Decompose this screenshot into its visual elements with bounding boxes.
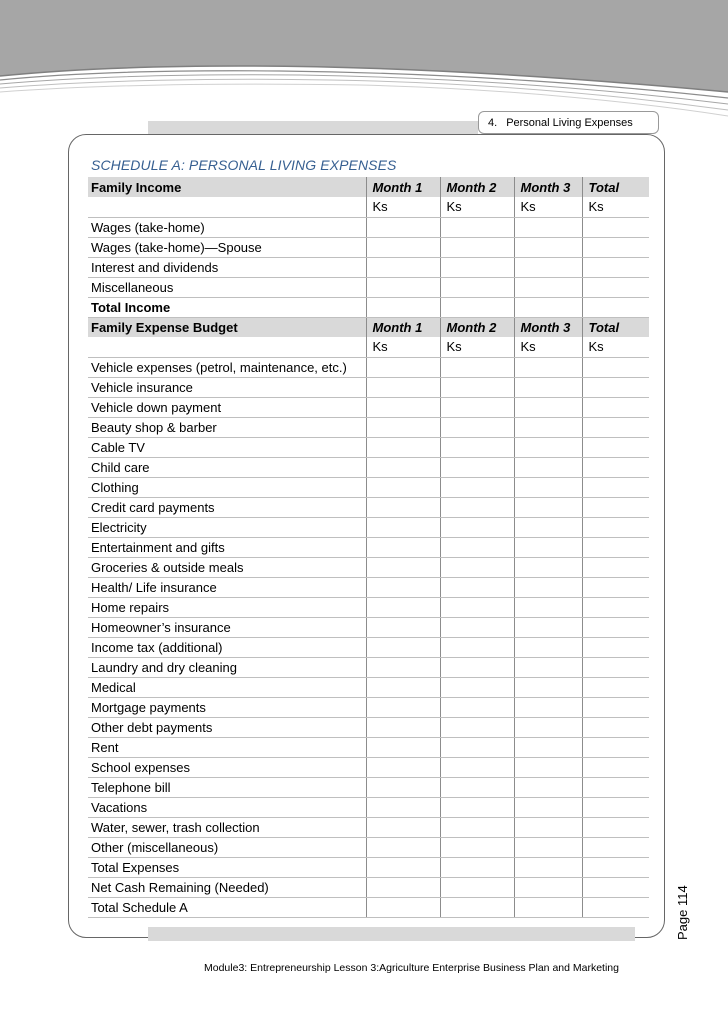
row-label: Miscellaneous: [88, 277, 366, 297]
total-input-cell[interactable]: [582, 577, 649, 597]
row-label: Net Cash Remaining (Needed): [88, 877, 366, 897]
month-1-input-cell[interactable]: [366, 757, 440, 777]
month-1-input-cell[interactable]: [366, 817, 440, 837]
row-label: School expenses: [88, 757, 366, 777]
month-1-input-cell[interactable]: [366, 377, 440, 397]
table-row: [88, 797, 649, 817]
month-3-input-cell[interactable]: [514, 457, 582, 477]
row-label: Health/ Life insurance: [88, 577, 366, 597]
month-3-input-cell[interactable]: [514, 837, 582, 857]
column-header-month-3: Month 3: [514, 177, 582, 197]
currency-label: Ks: [514, 337, 582, 357]
month-3-input-cell[interactable]: [514, 377, 582, 397]
total-input-cell[interactable]: [582, 437, 649, 457]
table-row: [88, 857, 649, 877]
month-3-input-cell[interactable]: [514, 297, 582, 317]
month-3-input-cell[interactable]: [514, 637, 582, 657]
month-2-input-cell[interactable]: [440, 597, 514, 617]
month-1-input-cell[interactable]: [366, 657, 440, 677]
month-1-input-cell[interactable]: [366, 837, 440, 857]
table-row: [88, 737, 649, 757]
total-input-cell[interactable]: [582, 597, 649, 617]
month-3-input-cell[interactable]: [514, 697, 582, 717]
currency-label: Ks: [582, 197, 649, 217]
currency-row: [88, 337, 649, 357]
month-2-input-cell[interactable]: [440, 537, 514, 557]
currency-label: Ks: [514, 197, 582, 217]
total-input-cell[interactable]: [582, 557, 649, 577]
column-header-month-2: Month 2: [440, 317, 514, 337]
month-2-input-cell[interactable]: [440, 297, 514, 317]
month-3-input-cell[interactable]: [514, 217, 582, 237]
month-1-input-cell[interactable]: [366, 237, 440, 257]
month-2-input-cell[interactable]: [440, 357, 514, 377]
table-row: [88, 437, 649, 457]
month-3-input-cell[interactable]: [514, 497, 582, 517]
column-header-month-1: Month 1: [366, 317, 440, 337]
table-row: [88, 817, 649, 837]
total-input-cell[interactable]: [582, 657, 649, 677]
month-1-input-cell[interactable]: [366, 417, 440, 437]
month-1-input-cell[interactable]: [366, 517, 440, 537]
schedule-title: SCHEDULE A: PERSONAL LIVING EXPENSES: [91, 157, 397, 173]
table-row: [88, 677, 649, 697]
month-3-input-cell[interactable]: [514, 537, 582, 557]
section-header-label: Family Income: [88, 177, 366, 197]
table-row: [88, 757, 649, 777]
month-3-input-cell[interactable]: [514, 597, 582, 617]
table-row: [88, 837, 649, 857]
table-row: [88, 637, 649, 657]
total-input-cell[interactable]: [582, 817, 649, 837]
month-3-input-cell[interactable]: [514, 557, 582, 577]
empty-cell: [88, 337, 366, 357]
month-2-input-cell[interactable]: [440, 657, 514, 677]
column-header-month-3: Month 3: [514, 317, 582, 337]
total-input-cell[interactable]: [582, 417, 649, 437]
total-input-cell[interactable]: [582, 357, 649, 377]
total-input-cell[interactable]: [582, 297, 649, 317]
month-2-input-cell[interactable]: [440, 877, 514, 897]
footer-text: Module3: Entrepreneurship Lesson 3:Agriculture Enterprise Business Plan and Marketing: [204, 962, 619, 974]
table-row: [88, 217, 649, 237]
month-2-input-cell[interactable]: [440, 897, 514, 917]
total-input-cell[interactable]: [582, 797, 649, 817]
total-input-cell[interactable]: [582, 477, 649, 497]
month-1-input-cell[interactable]: [366, 257, 440, 277]
month-3-input-cell[interactable]: [514, 877, 582, 897]
row-label: Electricity: [88, 517, 366, 537]
total-input-cell[interactable]: [582, 617, 649, 637]
total-input-cell[interactable]: [582, 537, 649, 557]
month-1-input-cell[interactable]: [366, 617, 440, 637]
table-row: [88, 377, 649, 397]
total-input-cell[interactable]: [582, 457, 649, 477]
row-label: Total Income: [88, 297, 366, 317]
row-label: Water, sewer, trash collection: [88, 817, 366, 837]
month-2-input-cell[interactable]: [440, 277, 514, 297]
table-row: [88, 557, 649, 577]
month-2-input-cell[interactable]: [440, 837, 514, 857]
table-row: [88, 297, 649, 317]
currency-label: Ks: [366, 337, 440, 357]
table-row: [88, 237, 649, 257]
section-header-label: Family Expense Budget: [88, 317, 366, 337]
row-label: Wages (take-home)—Spouse: [88, 237, 366, 257]
table-row: [88, 417, 649, 437]
total-input-cell[interactable]: [582, 897, 649, 917]
month-3-input-cell[interactable]: [514, 237, 582, 257]
total-input-cell[interactable]: [582, 877, 649, 897]
row-label: Total Expenses: [88, 857, 366, 877]
month-1-input-cell[interactable]: [366, 637, 440, 657]
month-2-input-cell[interactable]: [440, 397, 514, 417]
month-1-input-cell[interactable]: [366, 897, 440, 917]
table-row: [88, 397, 649, 417]
row-label: Other debt payments: [88, 717, 366, 737]
currency-label: Ks: [440, 337, 514, 357]
month-3-input-cell[interactable]: [514, 517, 582, 537]
month-1-input-cell[interactable]: [366, 777, 440, 797]
month-1-input-cell[interactable]: [366, 497, 440, 517]
total-input-cell[interactable]: [582, 757, 649, 777]
month-3-input-cell[interactable]: [514, 797, 582, 817]
total-input-cell[interactable]: [582, 677, 649, 697]
row-label: Cable TV: [88, 437, 366, 457]
month-2-input-cell[interactable]: [440, 757, 514, 777]
month-2-input-cell[interactable]: [440, 217, 514, 237]
month-3-input-cell[interactable]: [514, 477, 582, 497]
row-label: Interest and dividends: [88, 257, 366, 277]
column-header-month-2: Month 2: [440, 177, 514, 197]
month-3-input-cell[interactable]: [514, 657, 582, 677]
row-label: Vehicle insurance: [88, 377, 366, 397]
month-2-input-cell[interactable]: [440, 457, 514, 477]
month-3-input-cell[interactable]: [514, 257, 582, 277]
month-1-input-cell[interactable]: [366, 797, 440, 817]
month-1-input-cell[interactable]: [366, 357, 440, 377]
row-label: Rent: [88, 737, 366, 757]
month-2-input-cell[interactable]: [440, 557, 514, 577]
month-2-input-cell[interactable]: [440, 617, 514, 637]
month-1-input-cell[interactable]: [366, 277, 440, 297]
currency-row: [88, 197, 649, 217]
table-row: [88, 577, 649, 597]
total-input-cell[interactable]: [582, 497, 649, 517]
row-label: Clothing: [88, 477, 366, 497]
budget-table: [88, 177, 649, 918]
column-header-total: Total: [582, 177, 649, 197]
month-3-input-cell[interactable]: [514, 417, 582, 437]
month-3-input-cell[interactable]: [514, 717, 582, 737]
currency-label: Ks: [582, 337, 649, 357]
table-row: [88, 497, 649, 517]
month-1-input-cell[interactable]: [366, 537, 440, 557]
month-3-input-cell[interactable]: [514, 857, 582, 877]
month-2-input-cell[interactable]: [440, 477, 514, 497]
month-3-input-cell[interactable]: [514, 617, 582, 637]
month-2-input-cell[interactable]: [440, 737, 514, 757]
table-row: [88, 357, 649, 377]
row-label: Vacations: [88, 797, 366, 817]
month-2-input-cell[interactable]: [440, 497, 514, 517]
month-1-input-cell[interactable]: [366, 577, 440, 597]
total-input-cell[interactable]: [582, 737, 649, 757]
month-3-input-cell[interactable]: [514, 777, 582, 797]
row-label: Mortgage payments: [88, 697, 366, 717]
month-2-input-cell[interactable]: [440, 377, 514, 397]
total-input-cell[interactable]: [582, 517, 649, 537]
header-band: [0, 0, 728, 120]
table-row: [88, 537, 649, 557]
section-heading-tab: [478, 111, 659, 134]
total-input-cell[interactable]: [582, 397, 649, 417]
table-row: [88, 597, 649, 617]
column-header-total: Total: [582, 317, 649, 337]
currency-label: Ks: [440, 197, 514, 217]
section-title: Personal Living Expenses: [506, 117, 633, 129]
table-row: [88, 457, 649, 477]
row-label: Wages (take-home): [88, 217, 366, 237]
month-2-input-cell[interactable]: [440, 417, 514, 437]
row-label: Income tax (additional): [88, 637, 366, 657]
row-label: Entertainment and gifts: [88, 537, 366, 557]
income-header-row: [88, 177, 649, 197]
total-input-cell[interactable]: [582, 777, 649, 797]
month-1-input-cell[interactable]: [366, 557, 440, 577]
row-label: Total Schedule A: [88, 897, 366, 917]
month-3-input-cell[interactable]: [514, 897, 582, 917]
month-3-input-cell[interactable]: [514, 677, 582, 697]
month-1-input-cell[interactable]: [366, 737, 440, 757]
month-2-input-cell[interactable]: [440, 437, 514, 457]
table-row: [88, 517, 649, 537]
month-2-input-cell[interactable]: [440, 517, 514, 537]
column-header-month-1: Month 1: [366, 177, 440, 197]
expense-header-row: [88, 317, 649, 337]
table-row: [88, 277, 649, 297]
month-2-input-cell[interactable]: [440, 817, 514, 837]
total-input-cell[interactable]: [582, 857, 649, 877]
table-row: [88, 697, 649, 717]
month-1-input-cell[interactable]: [366, 437, 440, 457]
total-input-cell[interactable]: [582, 637, 649, 657]
month-1-input-cell[interactable]: [366, 477, 440, 497]
section-number: 4.: [488, 117, 498, 129]
row-label: Homeowner’s insurance: [88, 617, 366, 637]
table-row: [88, 477, 649, 497]
month-1-input-cell[interactable]: [366, 677, 440, 697]
row-label: Medical: [88, 677, 366, 697]
row-label: Groceries & outside meals: [88, 557, 366, 577]
total-input-cell[interactable]: [582, 377, 649, 397]
month-1-input-cell[interactable]: [366, 877, 440, 897]
footer-shade-bar: [148, 927, 635, 941]
table-row: [88, 897, 649, 917]
total-input-cell[interactable]: [582, 237, 649, 257]
month-2-input-cell[interactable]: [440, 857, 514, 877]
table-row: [88, 777, 649, 797]
month-1-input-cell[interactable]: [366, 857, 440, 877]
month-2-input-cell[interactable]: [440, 257, 514, 277]
total-input-cell[interactable]: [582, 717, 649, 737]
month-1-input-cell[interactable]: [366, 297, 440, 317]
month-1-input-cell[interactable]: [366, 457, 440, 477]
month-1-input-cell[interactable]: [366, 217, 440, 237]
month-1-input-cell[interactable]: [366, 597, 440, 617]
month-2-input-cell[interactable]: [440, 777, 514, 797]
row-label: Other (miscellaneous): [88, 837, 366, 857]
month-1-input-cell[interactable]: [366, 397, 440, 417]
empty-cell: [88, 197, 366, 217]
table-row: [88, 617, 649, 637]
month-3-input-cell[interactable]: [514, 397, 582, 417]
table-row: [88, 257, 649, 277]
month-2-input-cell[interactable]: [440, 717, 514, 737]
row-label: Home repairs: [88, 597, 366, 617]
month-2-input-cell[interactable]: [440, 797, 514, 817]
row-label: Laundry and dry cleaning: [88, 657, 366, 677]
month-3-input-cell[interactable]: [514, 437, 582, 457]
month-2-input-cell[interactable]: [440, 697, 514, 717]
row-label: Beauty shop & barber: [88, 417, 366, 437]
total-input-cell[interactable]: [582, 217, 649, 237]
row-label: Child care: [88, 457, 366, 477]
table-row: [88, 877, 649, 897]
month-3-input-cell[interactable]: [514, 757, 582, 777]
row-label: Telephone bill: [88, 777, 366, 797]
month-2-input-cell[interactable]: [440, 637, 514, 657]
month-3-input-cell[interactable]: [514, 737, 582, 757]
header-shade-bar: [148, 121, 478, 135]
month-1-input-cell[interactable]: [366, 697, 440, 717]
month-1-input-cell[interactable]: [366, 717, 440, 737]
month-3-input-cell[interactable]: [514, 357, 582, 377]
total-input-cell[interactable]: [582, 257, 649, 277]
total-input-cell[interactable]: [582, 837, 649, 857]
total-input-cell[interactable]: [582, 697, 649, 717]
row-label: Vehicle expenses (petrol, maintenance, etc.): [88, 357, 366, 377]
month-3-input-cell[interactable]: [514, 817, 582, 837]
currency-label: Ks: [366, 197, 440, 217]
month-3-input-cell[interactable]: [514, 277, 582, 297]
total-input-cell[interactable]: [582, 277, 649, 297]
month-3-input-cell[interactable]: [514, 577, 582, 597]
month-2-input-cell[interactable]: [440, 577, 514, 597]
table-row: [88, 717, 649, 737]
row-label: Vehicle down payment: [88, 397, 366, 417]
month-2-input-cell[interactable]: [440, 237, 514, 257]
table-row: [88, 657, 649, 677]
month-2-input-cell[interactable]: [440, 677, 514, 697]
row-label: Credit card payments: [88, 497, 366, 517]
page-number: Page 114: [675, 885, 690, 940]
